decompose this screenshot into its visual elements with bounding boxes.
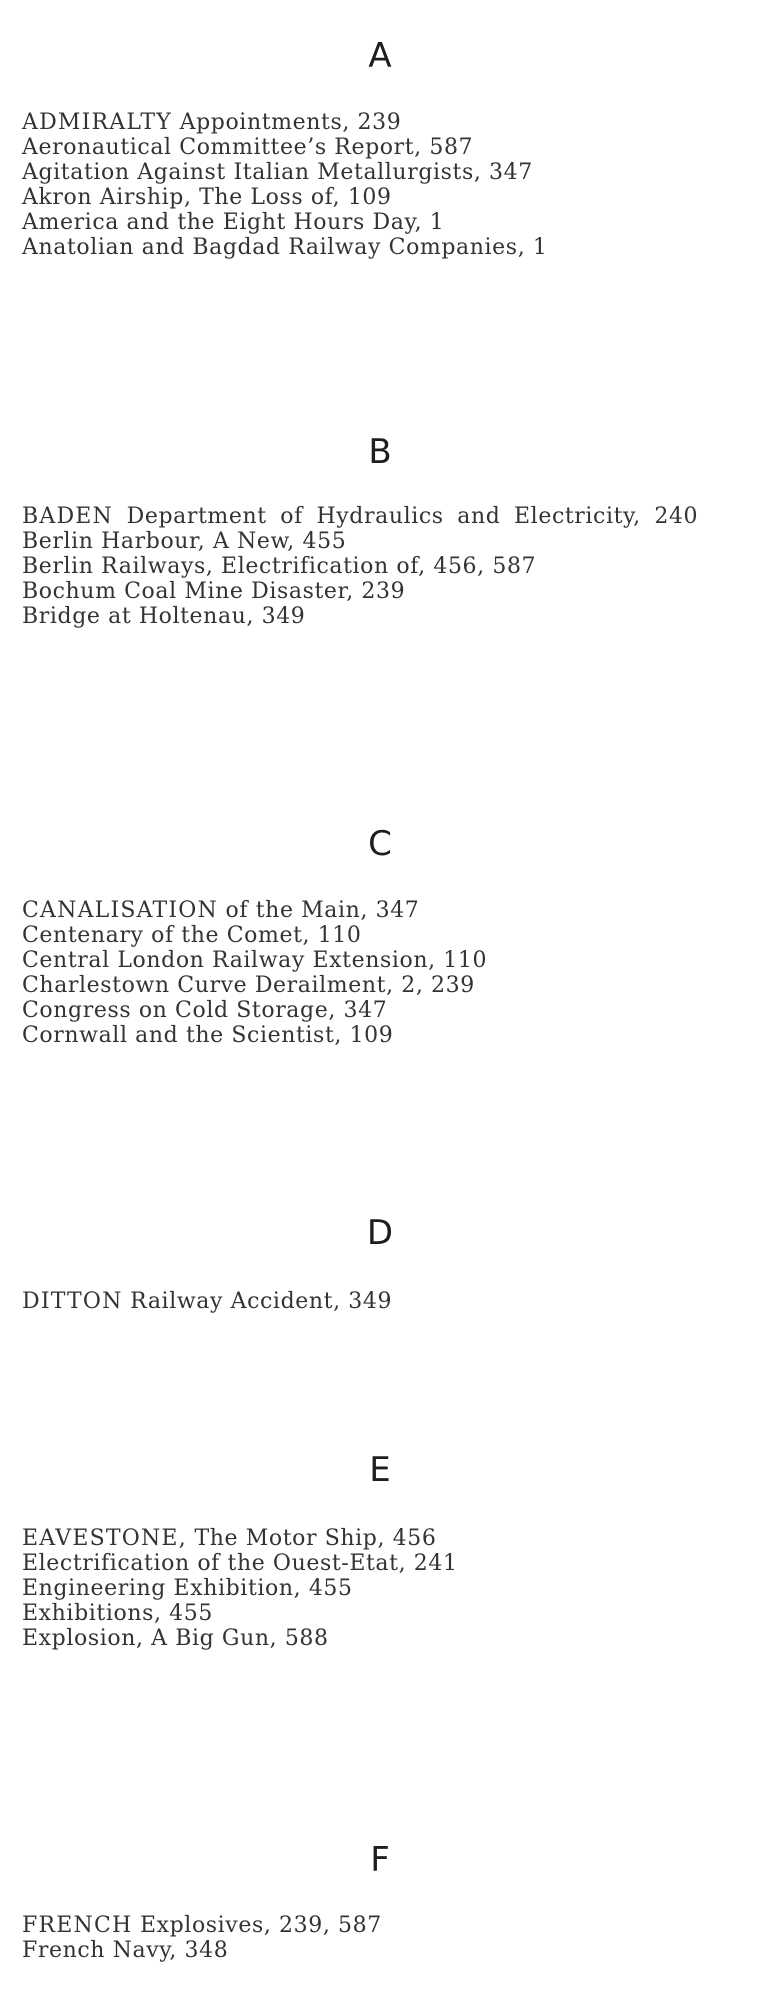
index-entry: Agitation Against Italian Metallurgists, 347 [22, 160, 533, 185]
index-entry: Explosion, A Big Gun, 588 [22, 1626, 329, 1651]
entry-list [22, 898, 738, 1048]
entry-list [22, 1289, 738, 1314]
index-entry: Exhibitions, 455 [22, 1601, 213, 1626]
entry-list [22, 504, 738, 629]
index-entry: FRENCH Explosives, 239, 587 [22, 1913, 382, 1938]
entry-list [22, 110, 738, 260]
entry-list [22, 1526, 738, 1651]
index-entry: CANALISATION of the Main, 347 [22, 898, 420, 923]
index-entry: Berlin Harbour, A New, 455 [22, 529, 347, 554]
section-letter: B [368, 432, 392, 472]
index-entry: Electrification of the Ouest-Etat, 241 [22, 1551, 458, 1576]
index-entry: Centenary of the Comet, 110 [22, 923, 362, 948]
index-entry: America and the Eight Hours Day, 1 [22, 210, 445, 235]
index-entry: BADEN Department of Hydraulics and Electricity, 240 [22, 504, 699, 529]
entry-list [22, 1913, 738, 1963]
section-letter: C [368, 824, 392, 864]
section-letter: D [366, 1213, 394, 1253]
index-entry: Engineering Exhibition, 455 [22, 1576, 353, 1601]
index-entry: French Navy, 348 [22, 1938, 229, 1963]
index-entry: Congress on Cold Storage, 347 [22, 998, 388, 1023]
index-entry: Charlestown Curve Derailment, 2, 239 [22, 973, 475, 998]
index-entry: ADMIRALTY Appointments, 239 [22, 110, 402, 135]
index-entry: Berlin Railways, Electrification of, 456, 587 [22, 554, 537, 579]
index-entry: DITTON Railway Accident, 349 [22, 1289, 393, 1314]
index-entry: Bridge at Holtenau, 349 [22, 604, 306, 629]
section-letter: A [368, 36, 392, 76]
index-entry: Akron Airship, The Loss of, 109 [22, 185, 392, 210]
index-entry: Aeronautical Committee’s Report, 587 [22, 135, 474, 160]
index-entry: Central London Railway Extension, 110 [22, 948, 488, 973]
index-entry: Bochum Coal Mine Disaster, 239 [22, 579, 406, 604]
index-entry: EAVESTONE, The Motor Ship, 456 [22, 1526, 437, 1551]
index-entry: Cornwall and the Scientist, 109 [22, 1023, 394, 1048]
index-entry: Anatolian and Bagdad Railway Companies, 1 [22, 235, 548, 260]
section-letter: E [369, 1450, 391, 1490]
section-letter: F [370, 1840, 390, 1880]
